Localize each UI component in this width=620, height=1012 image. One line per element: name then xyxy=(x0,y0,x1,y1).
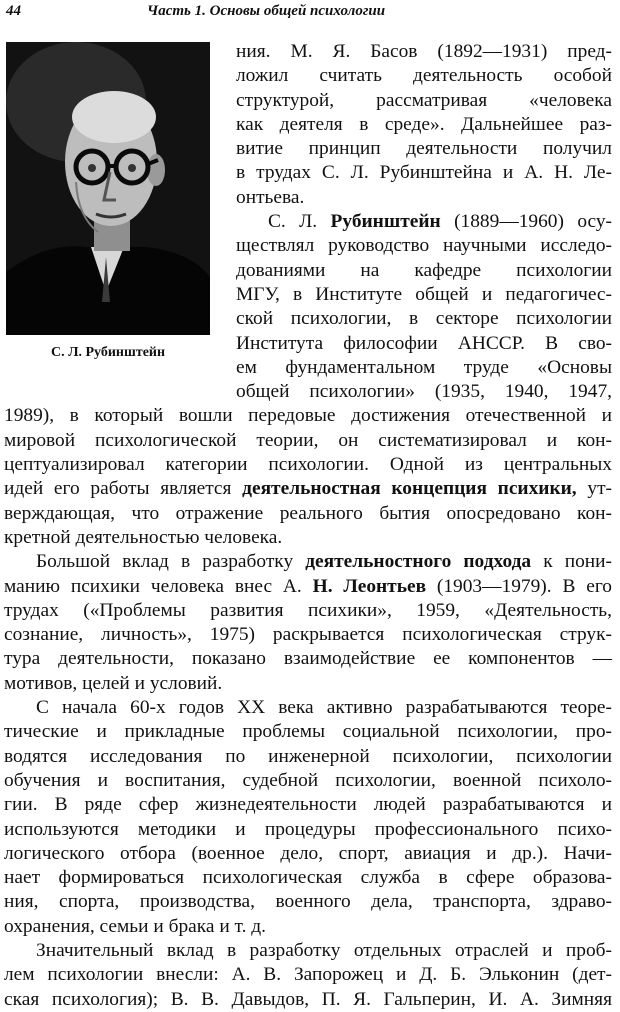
text-line: лем психологии внесли: А. В. Запорожец и Д. Б. Эльконин (дет- xyxy=(4,964,612,986)
text-line: С начала 60-х годов XX века активно разрабатываются теоре- xyxy=(36,697,612,719)
text-line: Большой вклад в разработку деятельностного подхода к пони- xyxy=(36,551,612,573)
text-line: тура деятельности, показано взаимодействие ее компонентов — xyxy=(4,648,612,670)
text-line: структурой, рассматривая «человека xyxy=(236,89,612,111)
text-line: идей его работы является деятельностная концепция психики, ут- xyxy=(4,478,612,500)
text-line: используются методики и процедуры профессионального психо- xyxy=(4,818,612,840)
text-line: ществлял руководство научными исследо- xyxy=(236,235,612,257)
text-line: ская психология); В. В. Давыдов, П. Я. Гальперин, И. А. Зимняя xyxy=(4,988,612,1010)
page-number: 44 xyxy=(6,3,21,19)
photo-caption: С. Л. Рубинштейн xyxy=(50,345,166,360)
body-text xyxy=(0,40,612,1012)
text-line: ложил считать деятельность особой xyxy=(236,65,612,87)
text-line: витие принцип деятельности получил xyxy=(236,138,612,160)
text-line: мировой психологической теории, он систематизировал и кон- xyxy=(4,429,612,451)
text-line: ской психологии, в секторе психологии xyxy=(236,308,612,330)
text-line: ния. М. Я. Басов (1892—1931) пред- xyxy=(236,41,612,62)
text-line: МГУ, в Институте общей и педагогичес- xyxy=(236,283,612,305)
text-line: 1989), в который вошли передовые достижения отечественной и xyxy=(4,405,612,427)
text-line: гии. В ряде сфер жизнедеятельности людей разрабатываются и xyxy=(4,794,612,816)
page-header xyxy=(0,0,620,26)
text-line: в трудах С. Л. Рубинштейна и А. Н. Ле- xyxy=(236,162,612,184)
text-line: ем фундаментальном труде «Основы xyxy=(236,356,612,378)
text-line: как деятеля в среде». Дальнейшее раз- xyxy=(236,113,612,135)
text-line: дованиями на кафедре психологии xyxy=(236,259,612,281)
text-line: трудах («Проблемы развития психики», 1959, «Деятельность, xyxy=(4,599,612,621)
text-line: манию психики человека внес А. Н. Леонтьев (1903—1979). В его xyxy=(4,575,612,597)
author-name-bold: Н. Леонтьев xyxy=(312,575,427,597)
key-term-bold: деятельностного подхода xyxy=(305,551,532,573)
text-line: обучения и воспитания, судебной психологии, военной психоло- xyxy=(4,769,612,791)
text-line: нает формироваться психологическая служба в сфере образова- xyxy=(4,867,612,889)
text-line: общей психологии» (1935, 1940, 1947, xyxy=(236,381,612,403)
text-line: охранения, семьи и брака и т. д. xyxy=(4,915,266,937)
author-name-bold: Рубинштейн xyxy=(330,211,441,233)
text-line: логического отбора (военное дело, спорт, авиация и др.). Начи- xyxy=(4,842,612,864)
text-line: мотивов, целей и условий. xyxy=(4,672,223,694)
text-line: водятся исследования по инженерной психологии, психологии xyxy=(4,745,612,767)
key-term-bold: деятельностная концепция психики, xyxy=(242,478,577,500)
text-line: цептуализировал категории психологии. Одной из центральных xyxy=(4,454,612,476)
running-title: Часть 1. Основы общей психологии xyxy=(147,3,386,19)
text-line: онтьева. xyxy=(236,186,305,208)
text-line: верждающая, что отражение реального бытия опосредовано кон- xyxy=(4,502,612,524)
text-line: тические и прикладные проблемы социальной психологии, про- xyxy=(4,721,612,743)
text-line: сознание, личность», 1975) раскрывается психологическая струк- xyxy=(4,624,612,646)
text-line: Института философии АНССР. В сво- xyxy=(236,332,612,354)
text-line: ния, спорта, производства, военного дела, транспорта, здраво- xyxy=(4,891,612,913)
text-line: Значительный вклад в разработку отдельных отраслей и проб- xyxy=(36,939,612,961)
text-line: кретной деятельностью человека. xyxy=(4,526,283,548)
text-line: С. Л. Рубинштейн (1889—1960) осу- xyxy=(268,211,612,233)
